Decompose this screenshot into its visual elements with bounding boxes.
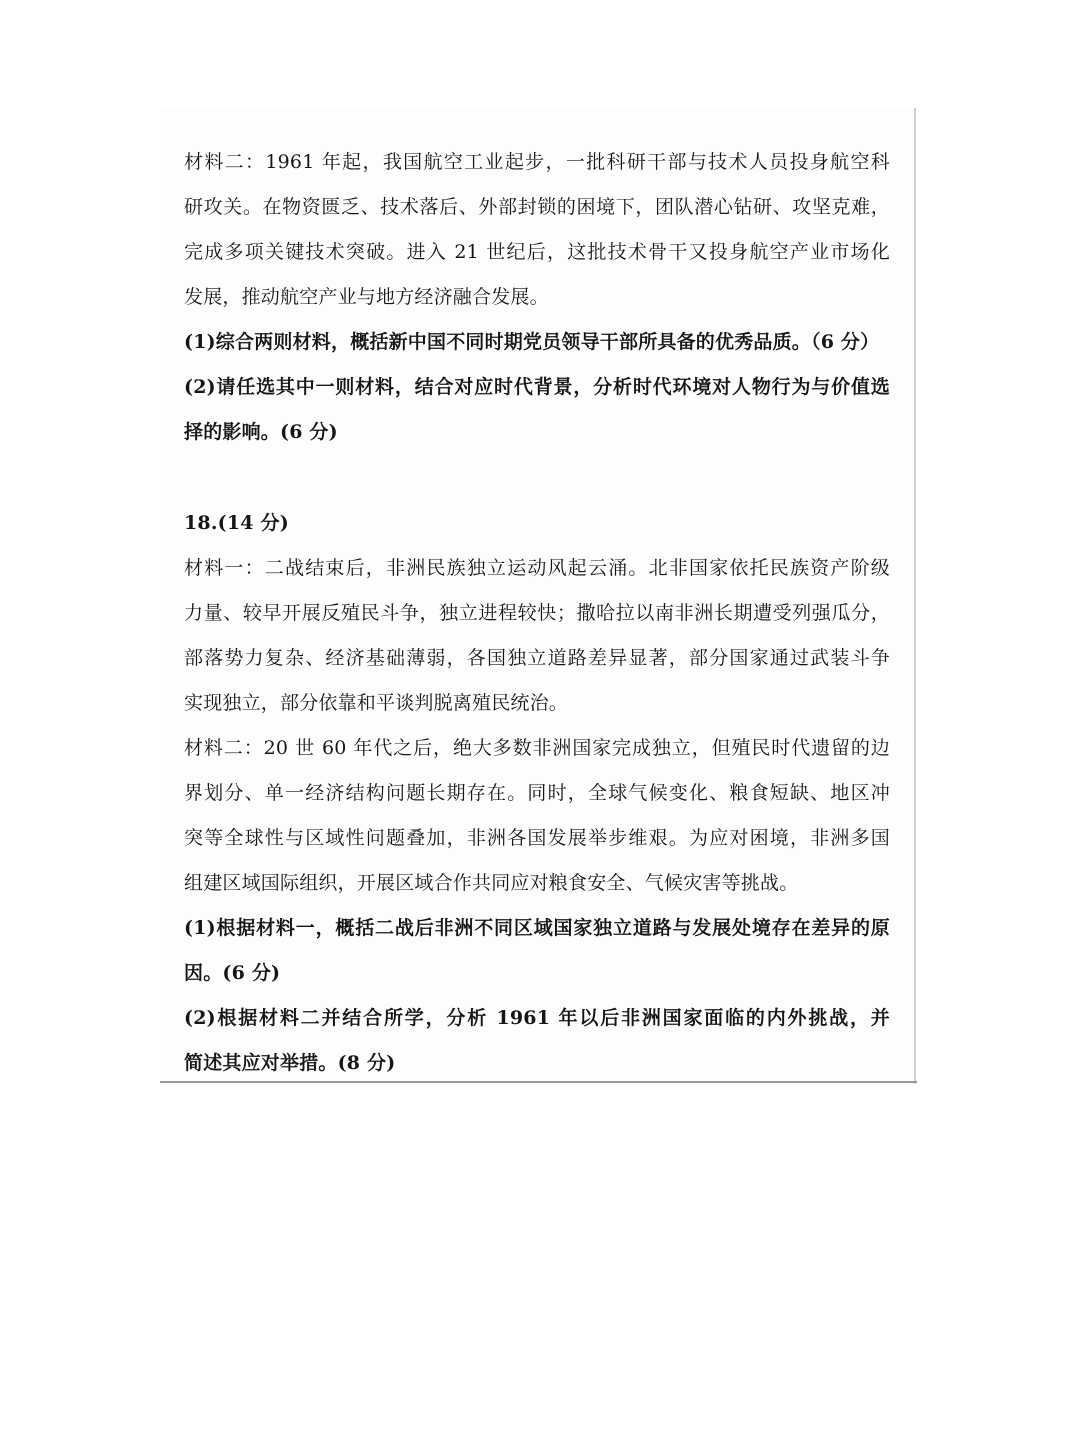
q18-material-2-line-2: 界划分、单一经济结构问题长期存在。同时，全球气候变化、粮食短缺、地区冲	[184, 782, 890, 804]
q18-material-2-line-1: 材料二：20 世 60 年代之后，绝大多数非洲国家完成独立，但殖民时代遗留的边	[184, 737, 890, 759]
q17-subquestion-2	[184, 365, 890, 455]
scan-right-edge	[914, 108, 916, 1084]
q17-subquestion-2-line-1: (2)请任选其中一则材料，结合对应时代背景，分析时代环境对人物行为与价值选	[184, 376, 890, 398]
section-gap	[184, 455, 890, 501]
q18-subquestion-2	[184, 996, 890, 1086]
q17-material-2-line-3: 完成多项关键技术突破。进入 21 世纪后，这批技术骨干又投身航空产业市场化	[184, 241, 890, 263]
q17-subquestion-1: (1)综合两则材料，概括新中国不同时期党员领导干部所具备的优秀品质。（6 分）	[184, 331, 880, 353]
q18-material-2	[184, 726, 890, 906]
q18-subquestion-1	[184, 906, 890, 996]
q17-material-2-line-2: 研攻关。在物资匮乏、技术落后、外部封锁的困境下，团队潜心钻研、攻坚克难，	[184, 196, 890, 218]
q18-subquestion-2-line-2: 简述其应对举措。(8 分)	[184, 1052, 396, 1074]
q18-subquestion-2-line-1: (2)根据材料二并结合所学，分析 1961 年以后非洲国家面临的内外挑战，并	[184, 1007, 890, 1029]
q18-material-1-line-4: 实现独立，部分依靠和平谈判脱离殖民统治。	[184, 692, 569, 714]
q17-subquestion-2-line-2: 择的影响。(6 分)	[184, 421, 338, 443]
q17-material-2-line-4: 发展，推动航空产业与地方经济融合发展。	[184, 286, 549, 308]
q18-material-1-line-1: 材料一：二战结束后，非洲民族独立运动风起云涌。北非国家依托民族资产阶级	[184, 557, 890, 579]
q17-material-2	[184, 140, 890, 320]
q17-material-2-line-1: 材料二：1961 年起，我国航空工业起步，一批科研干部与技术人员投身航空科	[184, 151, 890, 173]
q18-material-2-line-4: 组建区域国际组织，开展区域合作共同应对粮食安全、气候灾害等挑战。	[184, 872, 799, 894]
q18-material-2-line-3: 突等全球性与区域性问题叠加，非洲各国发展举步维艰。为应对困境，非洲多国	[184, 827, 890, 849]
q18-subquestion-1-line-1: (1)根据材料一，概括二战后非洲不同区域国家独立道路与发展处境存在差异的原	[184, 917, 890, 939]
q18-subquestion-1-line-2: 因。(6 分)	[184, 962, 281, 984]
exam-content	[184, 140, 890, 1086]
q18-material-1-line-3: 部落势力复杂、经济基础薄弱，各国独立道路差异显著，部分国家通过武装斗争	[184, 647, 890, 669]
q18-material-1-line-2: 力量、较早开展反殖民斗争，独立进程较快；撒哈拉以南非洲长期遭受列强瓜分，	[184, 602, 890, 624]
q18-material-1	[184, 546, 890, 726]
q18-heading: 18.(14 分)	[184, 512, 289, 534]
